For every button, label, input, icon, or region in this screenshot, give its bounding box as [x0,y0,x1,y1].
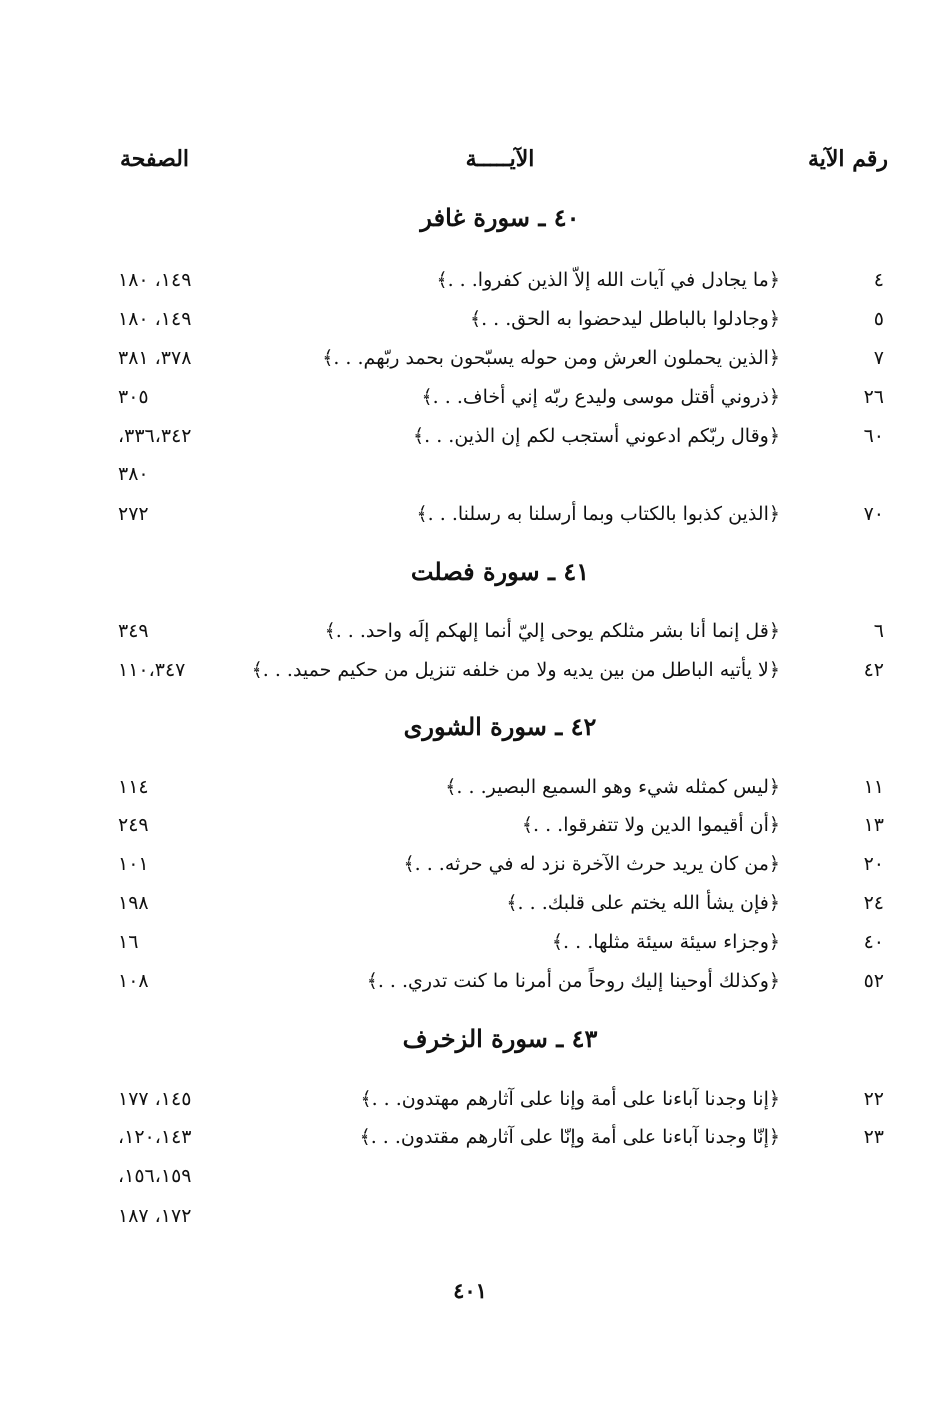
ayah-number: ٦ [873,620,884,642]
ayah-number: ٤٠ [863,931,884,953]
table-row [0,849,940,879]
table-row [0,343,940,373]
ayah-number: ٢٤ [863,892,884,914]
ayah-text: ﴿فإن يشأ الله يختم على قلبك. . .﴾ [506,892,780,914]
table-row [0,655,940,685]
page-refs: ٣٧٨، ٣٨١ [118,347,192,369]
table-row [0,421,940,451]
ayah-text: ﴿وجزاء سيئة سيئة مثلها. . .﴾ [551,931,780,953]
table-row [0,382,940,412]
page-refs: ١٠١ [118,853,149,875]
page-number: ٤٠١ [453,1278,487,1303]
ayah-text: ﴿وكذلك أوحينا إليك روحاً من أمرنا ما كنت تدري. . .﴾ [366,970,780,992]
table-row [0,1084,940,1114]
table-row [0,1161,940,1191]
table-row [0,927,940,957]
ayah-number: ٢٢ [863,1088,884,1110]
ayah-number: ٤٢ [863,659,884,681]
page-refs: ١٤٩، ١٨٠ [118,308,192,330]
table-row [0,499,940,529]
ayah-text: ﴿أن أقيموا الدين ولا تتفرقوا. . .﴾ [521,814,780,836]
page-refs: ١١٤ [118,776,149,798]
ayah-number: ٧٠ [863,503,884,525]
ayah-number: ٧ [873,347,884,369]
ayah-number: ٢٦ [863,386,884,408]
table-row [0,265,940,295]
ayah-number: ٤ [873,269,884,291]
page-refs: ١٤٥، ١٧٧ [118,1088,192,1110]
ayah-number: ٦٠ [863,425,884,447]
header-page: الصفحة [120,146,190,172]
ayah-text: ﴿من كان يريد حرث الآخرة نزد له في حرثه. . .﴾ [403,853,780,875]
header-ayah: الآيـــــة [465,146,535,172]
ayah-number: ١١ [863,776,884,798]
surah-title: ٤١ ـ سورة فصلت [410,557,590,586]
page-refs: ٣٠٥ [118,386,149,408]
page-refs: ١٩٨ [118,892,149,914]
page-refs: ٢٤٩ [118,814,149,836]
ayah-text: ﴿ما يجادل في آيات الله إلاّ الذين كفروا. . .﴾ [436,269,780,291]
page-refs: ٢٧٢ [118,503,149,525]
page-refs: ٣٨٠ [118,463,149,485]
page-refs: ٣٣٦،٣٤٢، [118,425,192,447]
surah-title: ٤٠ ـ سورة غافر [420,203,580,232]
ayah-number: ٥٢ [863,970,884,992]
ayah-text: ﴿لا يأتيه الباطل من بين يديه ولا من خلفه تنزيل من حكيم حميد. . .﴾ [251,659,780,681]
ayah-number: ٢٣ [863,1126,884,1148]
ayah-number: ٥ [873,308,884,330]
ayah-text: ﴿وجادلوا بالباطل ليدحضوا به الحق. . .﴾ [469,308,780,330]
ayah-text: ﴿ذروني أقتل موسى وليدع ربّه إني أخاف. . .﴾ [421,386,780,408]
ayah-text: ﴿وقال ربّكم ادعوني أستجب لكم إن الذين. . .﴾ [413,425,780,447]
ayah-number: ١٣ [863,814,884,836]
table-row [0,966,940,996]
page-refs: ١٢٠،١٤٣، [118,1126,192,1148]
ayah-text: ﴿الذين كذبوا بالكتاب وبما أرسلنا به رسلنا. . .﴾ [416,503,780,525]
page-refs: ١٠٨ [118,970,149,992]
page-refs: ١٥٦،١٥٩، [118,1165,192,1187]
ayah-text: ﴿إنّا وجدنا آباءنا على أمة وإنّا على آثارهم مقتدون. . .﴾ [359,1126,780,1148]
table-row [0,1122,940,1152]
table-row [0,772,940,802]
header-ayah-number: رقم الآية [807,146,888,172]
page-refs: ٣٤٩ [118,620,149,642]
ayah-number: ٢٠ [863,853,884,875]
ayah-text: ﴿قل إنما أنا بشر مثلكم يوحى إليّ أنما إلهكم إلَه واحد. . .﴾ [324,620,780,642]
table-row [0,888,940,918]
page-refs: ١١٠،٣٤٧ [118,659,186,681]
table-row [0,1201,940,1231]
table-row [0,616,940,646]
table-row [0,304,940,334]
ayah-text: ﴿ليس كمثله شيء وهو السميع البصير. . .﴾ [445,776,780,798]
surah-title: ٤٣ ـ سورة الزخرف [402,1024,598,1053]
page-refs: ١٧٢، ١٨٧ [118,1205,192,1227]
surah-title: ٤٢ ـ سورة الشورى [403,712,597,741]
ayah-text: ﴿إنا وجدنا آباءنا على أمة وإنا على آثارهم مهتدون. . .﴾ [360,1088,780,1110]
page-refs: ١٦ [118,931,139,953]
table-row [0,459,940,489]
table-row [0,810,940,840]
ayah-text: ﴿الذين يحملون العرش ومن حوله يسبّحون بحمد ربّهم. . .﴾ [322,347,780,369]
page-refs: ١٤٩، ١٨٠ [118,269,192,291]
